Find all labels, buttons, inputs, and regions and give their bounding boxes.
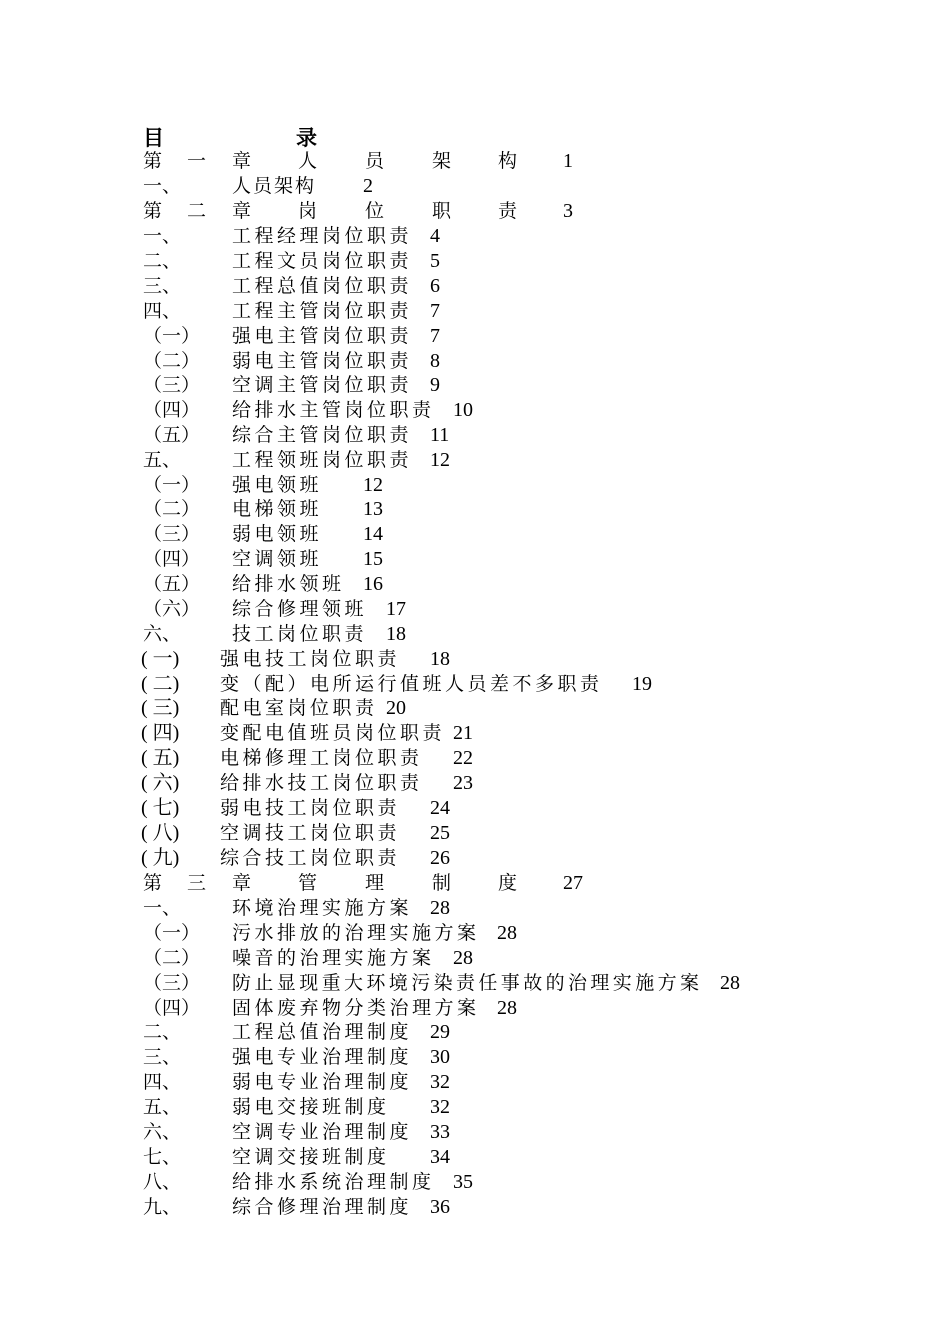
entry-title: 强电技工岗位职责 bbox=[220, 648, 401, 670]
page-number: 27 bbox=[563, 872, 583, 894]
page-number: 22 bbox=[453, 747, 473, 769]
page-number: 24 bbox=[430, 797, 450, 819]
page-number: 28 bbox=[497, 997, 517, 1019]
page-number: 28 bbox=[430, 897, 450, 919]
entry-number: （二） bbox=[143, 947, 201, 969]
chapter-char: 构 bbox=[498, 150, 518, 172]
entry-title: 空调领班 bbox=[232, 548, 323, 570]
toc-entry[interactable] bbox=[0, 547, 950, 572]
page-number: 17 bbox=[386, 598, 406, 620]
entry-number: （五） bbox=[143, 573, 201, 595]
entry-title: 空调专业治理制度 bbox=[232, 1121, 413, 1143]
toc-entry[interactable] bbox=[0, 821, 950, 846]
entry-number: ( 七) bbox=[141, 797, 180, 819]
entry-number: 五、 bbox=[143, 1096, 182, 1118]
page-number: 15 bbox=[363, 548, 383, 570]
chapter-char: 管 bbox=[298, 872, 318, 894]
entry-number: ( 五) bbox=[141, 747, 180, 769]
page-number: 21 bbox=[453, 722, 473, 744]
page-number: 9 bbox=[430, 374, 440, 396]
page-number: 4 bbox=[430, 225, 440, 247]
entry-number: ( 一) bbox=[141, 648, 180, 670]
entry-title: 空调交接班制度 bbox=[232, 1146, 390, 1168]
page-number: 16 bbox=[363, 573, 383, 595]
entry-title: 强电主管岗位职责 bbox=[232, 325, 413, 347]
entry-title: 给排水主管岗位职责 bbox=[232, 399, 435, 421]
entry-title: 环境治理实施方案 bbox=[232, 897, 413, 919]
page-number: 28 bbox=[720, 972, 740, 994]
entry-number: 二、 bbox=[143, 250, 182, 272]
entry-title: 弱电交接班制度 bbox=[232, 1096, 390, 1118]
page-number: 18 bbox=[386, 623, 406, 645]
entry-title: 配电室岗位职责 bbox=[220, 697, 378, 719]
entry-number: 七、 bbox=[143, 1146, 182, 1168]
page-number: 26 bbox=[430, 847, 450, 869]
chapter-char: 章 bbox=[232, 200, 252, 222]
toc-entry[interactable] bbox=[0, 672, 950, 697]
entry-number: ( 九) bbox=[141, 847, 180, 869]
entry-title: 人员架构 bbox=[232, 175, 317, 197]
entry-title: 给排水系统治理制度 bbox=[232, 1171, 435, 1193]
chapter-char: 理 bbox=[365, 872, 385, 894]
chapter-char: 一 bbox=[187, 150, 207, 172]
entry-number: （四） bbox=[143, 399, 201, 421]
page-number: 25 bbox=[430, 822, 450, 844]
entry-title: 弱电专业治理制度 bbox=[232, 1071, 413, 1093]
entry-title: 工程领班岗位职责 bbox=[232, 449, 413, 471]
entry-title: 工程文员岗位职责 bbox=[232, 250, 413, 272]
page-number: 36 bbox=[430, 1196, 450, 1218]
page-number: 30 bbox=[430, 1046, 450, 1068]
toc-entry[interactable] bbox=[0, 597, 950, 622]
page-number: 34 bbox=[430, 1146, 450, 1168]
page-number: 12 bbox=[363, 474, 383, 496]
toc-chapter[interactable] bbox=[0, 199, 950, 224]
page-number: 32 bbox=[430, 1096, 450, 1118]
toc-entry[interactable] bbox=[0, 946, 950, 971]
chapter-char: 第 bbox=[143, 150, 163, 172]
page-number: 1 bbox=[563, 150, 573, 172]
entry-number: （三） bbox=[143, 972, 201, 994]
page-number: 2 bbox=[363, 175, 373, 197]
toc-entry[interactable] bbox=[0, 1195, 950, 1220]
entry-title: 污水排放的治理实施方案 bbox=[232, 922, 480, 944]
entry-title: 综合修理领班 bbox=[232, 598, 368, 620]
entry-number: 五、 bbox=[143, 449, 182, 471]
entry-number: 四、 bbox=[143, 300, 182, 322]
entry-number: 二、 bbox=[143, 1021, 182, 1043]
toc-entry[interactable] bbox=[0, 1045, 950, 1070]
entry-number: ( 四) bbox=[141, 722, 180, 744]
chapter-char: 架 bbox=[432, 150, 452, 172]
page-number: 23 bbox=[453, 772, 473, 794]
page-number: 28 bbox=[453, 947, 473, 969]
entry-title: 空调主管岗位职责 bbox=[232, 374, 413, 396]
toc-entry[interactable] bbox=[0, 647, 950, 672]
entry-title: 弱电技工岗位职责 bbox=[220, 797, 401, 819]
chapter-char: 人 bbox=[298, 150, 318, 172]
page-number: 10 bbox=[453, 399, 473, 421]
toc-chapter[interactable] bbox=[0, 871, 950, 896]
entry-number: （五） bbox=[143, 424, 201, 446]
toc-title-char: 目 bbox=[143, 126, 164, 150]
toc-entry[interactable] bbox=[0, 1145, 950, 1170]
toc-chapter[interactable] bbox=[0, 149, 950, 174]
entry-title: 综合技工岗位职责 bbox=[220, 847, 401, 869]
chapter-char: 制 bbox=[432, 872, 452, 894]
entry-title: 弱电领班 bbox=[232, 523, 323, 545]
page-number: 28 bbox=[497, 922, 517, 944]
toc-entry[interactable] bbox=[0, 696, 950, 721]
page-number: 11 bbox=[430, 424, 450, 446]
entry-number: （二） bbox=[143, 350, 201, 372]
entry-number: （一） bbox=[143, 325, 201, 347]
entry-number: ( 六) bbox=[141, 772, 180, 794]
chapter-char: 度 bbox=[498, 872, 518, 894]
toc-entry[interactable] bbox=[0, 448, 950, 473]
entry-number: 四、 bbox=[143, 1071, 182, 1093]
toc-entry[interactable] bbox=[0, 1120, 950, 1145]
toc-entry[interactable] bbox=[0, 522, 950, 547]
entry-number: （四） bbox=[143, 997, 201, 1019]
entry-number: （一） bbox=[143, 922, 201, 944]
entry-title: 工程经理岗位职责 bbox=[232, 225, 413, 247]
entry-number: 六、 bbox=[143, 1121, 182, 1143]
toc-entry[interactable] bbox=[0, 572, 950, 597]
entry-number: （四） bbox=[143, 548, 201, 570]
chapter-char: 章 bbox=[232, 872, 252, 894]
toc-entry[interactable] bbox=[0, 174, 950, 199]
page-number: 18 bbox=[430, 648, 450, 670]
page-number: 29 bbox=[430, 1021, 450, 1043]
toc-entry[interactable] bbox=[0, 996, 950, 1021]
toc-entry[interactable] bbox=[0, 622, 950, 647]
toc-entry[interactable] bbox=[0, 349, 950, 374]
chapter-char: 岗 bbox=[298, 200, 318, 222]
toc-entry[interactable] bbox=[0, 721, 950, 746]
entry-number: （三） bbox=[143, 523, 201, 545]
entry-number: 一、 bbox=[143, 225, 182, 247]
page-number: 5 bbox=[430, 250, 440, 272]
toc-entry[interactable] bbox=[0, 1170, 950, 1195]
toc-entry[interactable] bbox=[0, 249, 950, 274]
entry-title: 强电专业治理制度 bbox=[232, 1046, 413, 1068]
page-number: 3 bbox=[563, 200, 573, 222]
entry-number: ( 三) bbox=[141, 697, 180, 719]
entry-title: 电梯修理工岗位职责 bbox=[220, 747, 423, 769]
entry-number: 八、 bbox=[143, 1171, 182, 1193]
toc-entry[interactable] bbox=[0, 274, 950, 299]
entry-number: （三） bbox=[143, 374, 201, 396]
toc-entry[interactable] bbox=[0, 224, 950, 249]
entry-title: 空调技工岗位职责 bbox=[220, 822, 401, 844]
entry-title: 电梯领班 bbox=[232, 498, 323, 520]
page-number: 7 bbox=[430, 300, 440, 322]
toc-entry[interactable] bbox=[0, 921, 950, 946]
page-number: 35 bbox=[453, 1171, 473, 1193]
toc-entry[interactable] bbox=[0, 324, 950, 349]
entry-number: 一、 bbox=[143, 897, 182, 919]
entry-title: 弱电主管岗位职责 bbox=[232, 350, 413, 372]
entry-title: 变配电值班员岗位职责 bbox=[220, 722, 446, 744]
entry-number: 六、 bbox=[143, 623, 182, 645]
toc-entry[interactable] bbox=[0, 746, 950, 771]
chapter-char: 三 bbox=[187, 872, 207, 894]
entry-title: 防止显现重大环境污染责任事故的治理实施方案 bbox=[232, 972, 703, 994]
toc-entry[interactable] bbox=[0, 299, 950, 324]
entry-title: 技工岗位职责 bbox=[232, 623, 368, 645]
toc-entry[interactable] bbox=[0, 398, 950, 423]
entry-title: 工程总值治理制度 bbox=[232, 1021, 413, 1043]
chapter-char: 第 bbox=[143, 872, 163, 894]
page-number: 7 bbox=[430, 325, 440, 347]
chapter-char: 位 bbox=[365, 200, 385, 222]
entry-number: 三、 bbox=[143, 1046, 182, 1068]
chapter-char: 章 bbox=[232, 150, 252, 172]
page-number: 14 bbox=[363, 523, 383, 545]
entry-title: 工程总值岗位职责 bbox=[232, 275, 413, 297]
toc-title-char: 录 bbox=[296, 126, 317, 150]
entry-title: 工程主管岗位职责 bbox=[232, 300, 413, 322]
entry-number: 一、 bbox=[143, 175, 182, 197]
entry-number: 九、 bbox=[143, 1196, 182, 1218]
toc-entry[interactable] bbox=[0, 896, 950, 921]
page-number: 19 bbox=[632, 673, 652, 695]
toc-entry[interactable] bbox=[0, 373, 950, 398]
entry-number: 三、 bbox=[143, 275, 182, 297]
chapter-char: 员 bbox=[365, 150, 385, 172]
entry-title: 给排水领班 bbox=[232, 573, 345, 595]
entry-title: 强电领班 bbox=[232, 474, 323, 496]
entry-number: （二） bbox=[143, 498, 201, 520]
page-number: 6 bbox=[430, 275, 440, 297]
entry-number: ( 八) bbox=[141, 822, 180, 844]
entry-title: 噪音的治理实施方案 bbox=[232, 947, 435, 969]
entry-number: （六） bbox=[143, 598, 201, 620]
entry-title: 综合修理治理制度 bbox=[232, 1196, 413, 1218]
page-number: 20 bbox=[386, 697, 406, 719]
toc-entry[interactable] bbox=[0, 796, 950, 821]
toc-entry[interactable] bbox=[0, 1070, 950, 1095]
toc-entry[interactable] bbox=[0, 1020, 950, 1045]
entry-title: 综合主管岗位职责 bbox=[232, 424, 413, 446]
chapter-char: 责 bbox=[498, 200, 518, 222]
page-number: 33 bbox=[430, 1121, 450, 1143]
entry-title: 变（配）电所运行值班人员差不多职责 bbox=[220, 673, 603, 695]
toc-entry[interactable] bbox=[0, 497, 950, 522]
toc-entry[interactable] bbox=[0, 971, 950, 996]
page-number: 13 bbox=[363, 498, 383, 520]
chapter-char: 职 bbox=[432, 200, 452, 222]
entry-title: 给排水技工岗位职责 bbox=[220, 772, 423, 794]
toc-entry[interactable] bbox=[0, 1095, 950, 1120]
chapter-char: 第 bbox=[143, 200, 163, 222]
entry-number: （一） bbox=[143, 474, 201, 496]
page-number: 32 bbox=[430, 1071, 450, 1093]
page-number: 8 bbox=[430, 350, 440, 372]
chapter-char: 二 bbox=[187, 200, 207, 222]
toc-entry[interactable] bbox=[0, 473, 950, 498]
toc-entry[interactable] bbox=[0, 846, 950, 871]
toc-entry[interactable] bbox=[0, 771, 950, 796]
toc-entry[interactable] bbox=[0, 423, 950, 448]
entry-title: 固体废弃物分类治理方案 bbox=[232, 997, 480, 1019]
entry-number: ( 二) bbox=[141, 673, 180, 695]
page-number: 12 bbox=[430, 449, 450, 471]
